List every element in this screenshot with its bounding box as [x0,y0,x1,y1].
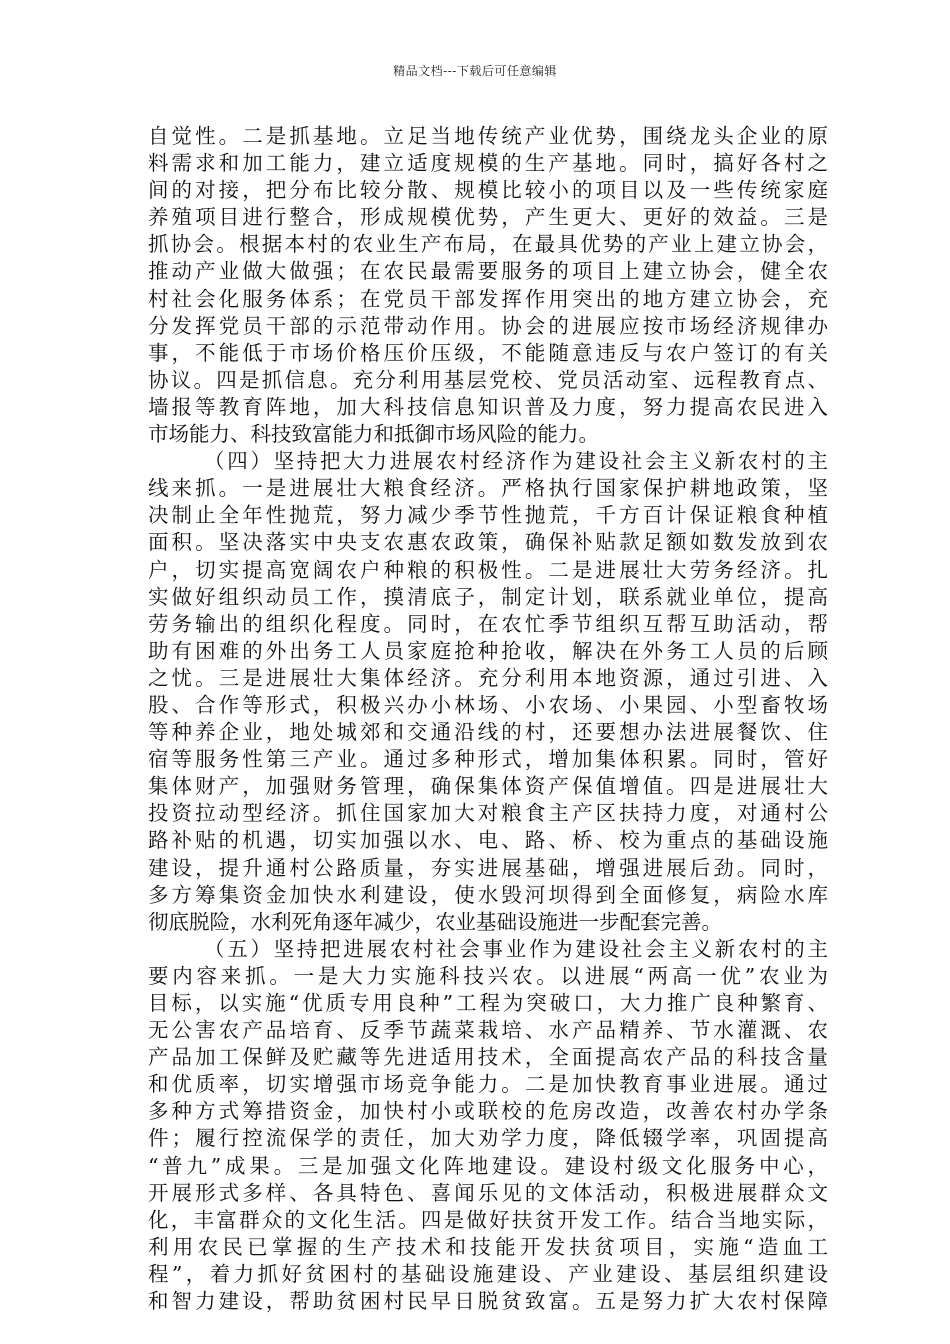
text-line: 等种养企业，地处城郊和交通沿线的村，还要想办法进展餐饮、住 [148,720,828,745]
text-line: 建设，提升通村公路质量，夯实进展基础，增强进展后劲。同时， [148,855,828,880]
text-line: 之忧。三是进展壮大集体经济。充分利用本地资源，通过引进、入 [148,665,828,690]
paragraph-heading-line: （四）坚持把大力进展农村经济作为建设社会主义新农村的主 [204,449,828,474]
text-line: 和智力建设，帮助贫困村民早日脱贫致富。五是努力扩大农村保障 [148,1289,828,1314]
text-line: 市场能力、科技致富能力和抵御市场风险的能力。 [148,422,599,447]
text-line: 多方筹集资金加快水利建设，使水毁河坝得到全面修复，病险水库 [148,882,828,907]
text-line: 面积。坚决落实中央支农惠农政策，确保补贴款足额如数发放到农 [148,530,828,555]
text-line: 助有困难的外出务工人员家庭抢种抢收，解决在外务工人员的后顾 [148,638,828,663]
text-line: 化，丰富群众的文化生活。四是做好扶贫开发工作。结合当地实际， [148,1207,828,1232]
text-line: 自觉性。二是抓基地。立足当地传统产业优势，围绕龙头企业的原 [148,124,828,148]
text-line: 料需求和加工能力，建立适度规模的生产基地。同时，搞好各村之 [148,151,828,176]
text-line: 股、合作等形式，积极兴办小林场、小农场、小果园、小型畜牧场 [148,692,828,717]
text-line: 间的对接，把分布比较分散、规模比较小的项目以及一些传统家庭 [148,178,828,203]
text-line: 墙报等教育阵地，加大科技信息知识普及力度，努力提高农民进入 [148,394,828,419]
text-line: “普九”成果。三是加强文化阵地建设。建设村级文化服务中心， [148,1153,828,1178]
page-header: 精品文档---下载后可任意编辑 [393,64,557,78]
text-line: 多种方式筹措资金，加快村小或联校的危房改造，改善农村办学条 [148,1099,828,1124]
text-line: 开展形式多样、各具特色、喜闻乐见的文体活动，积极进展群众文 [148,1180,828,1205]
text-line: 劳务输出的组织化程度。同时，在农忙季节组织互帮互助活动，帮 [148,611,828,636]
text-line: 分发挥党员干部的示范带动作用。协会的进展应按市场经济规律办 [148,313,828,338]
text-line: 宿等服务性第三产业。通过多种形式，增加集体积累。同时，管好 [148,747,828,772]
text-line: 彻底脱险，水利死角逐年减少，农业基础设施进一步配套完善。 [148,909,722,934]
paragraph-heading-line: （五）坚持把进展农村社会事业作为建设社会主义新农村的主 [204,936,828,961]
text-line: 路补贴的机遇，切实加强以水、电、路、桥、校为重点的基础设施 [148,828,828,853]
text-line: 户，切实提高宽阔农户种粮的积极性。二是进展壮大劳务经济。扎 [148,557,828,582]
text-line: 利用农民已掌握的生产技术和技能开发扶贫项目，实施“造血工 [148,1234,828,1259]
text-line: 事，不能低于市场价格压价压级，不能随意违反与农户签订的有关 [148,340,828,365]
text-line: 无公害农产品培育、反季节蔬菜栽培、水产品精养、节水灌溉、农 [148,1018,828,1043]
text-line: 要内容来抓。一是大力实施科技兴农。以进展“两高一优”农业为 [148,963,828,988]
document-body [148,123,828,1315]
text-line: 抓协会。根据本村的农业生产布局，在最具优势的产业上建立协会， [148,232,828,257]
text-line: 件；履行控流保学的责任，加大劝学力度，降低辍学率，巩固提高 [148,1126,828,1151]
text-line: 程”，着力抓好贫困村的基础设施建设、产业建设、基层组织建设 [148,1261,828,1286]
text-line: 协议。四是抓信息。充分利用基层党校、党员活动室、远程教育点、 [148,367,828,392]
text-line: 产品加工保鲜及贮藏等先进适用技术，全面提高农产品的科技含量 [148,1045,828,1070]
text-line: 实做好组织动员工作，摸清底子，制定计划，联系就业单位，提高 [148,584,828,609]
text-line: 决制止全年性抛荒，努力减少季节性抛荒，千方百计保证粮食种植 [148,503,828,528]
text-line: 和优质率，切实增强市场竞争能力。二是加快教育事业进展。通过 [148,1072,828,1097]
text-line: 养殖项目进行整合，形成规模优势，产生更大、更好的效益。三是 [148,205,828,230]
text-line: 推动产业做大做强；在农民最需要服务的项目上建立协会，健全农 [148,259,828,284]
text-line: 线来抓。一是进展壮大粮食经济。严格执行国家保护耕地政策，坚 [148,476,828,501]
text-line: 村社会化服务体系；在党员干部发挥作用突出的地方建立协会，充 [148,286,828,311]
text-line: 集体财产，加强财务管理，确保集体资产保值增值。四是进展壮大 [148,774,828,799]
text-line: 目标，以实施“优质专用良种”工程为突破口，大力推广良种繁育、 [148,991,828,1015]
text-line: 投资拉动型经济。抓住国家加大对粮食主产区扶持力度，对通村公 [148,801,828,826]
